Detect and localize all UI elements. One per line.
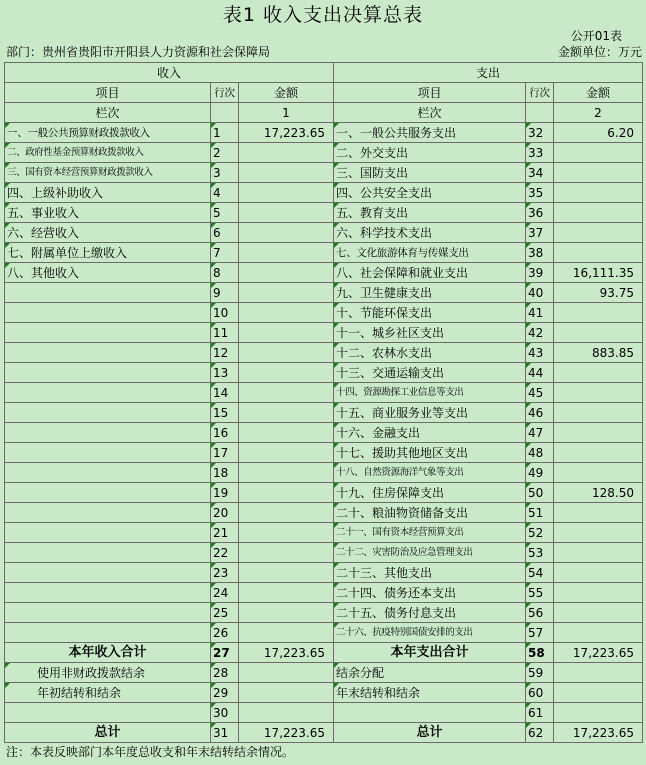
expense-section-header[interactable]: 支出 bbox=[334, 63, 643, 83]
table-row bbox=[5, 443, 643, 463]
income-row-no[interactable]: 4 bbox=[211, 183, 239, 203]
income-amount[interactable] bbox=[239, 583, 334, 603]
expense-item-label[interactable]: 二十六、抗疫特别国债安排的支出 bbox=[334, 623, 526, 643]
income-row-no[interactable]: 18 bbox=[211, 463, 239, 483]
table-row bbox=[5, 623, 643, 643]
income-item-label[interactable] bbox=[5, 523, 211, 543]
expense-row-no[interactable]: 34 bbox=[526, 163, 554, 183]
blank-expense-label[interactable] bbox=[334, 703, 526, 723]
income-item-label[interactable]: 三、国有资本经营预算财政拨款收入 bbox=[5, 163, 211, 183]
expense-row-no[interactable]: 39 bbox=[526, 263, 554, 283]
expense-row-no[interactable]: 40 bbox=[526, 283, 554, 303]
table-row bbox=[5, 243, 643, 263]
table-row bbox=[5, 423, 643, 443]
expense-row-no[interactable]: 54 bbox=[526, 563, 554, 583]
income-row-no[interactable]: 17 bbox=[211, 443, 239, 463]
expense-row-no[interactable]: 44 bbox=[526, 363, 554, 383]
table-row bbox=[5, 563, 643, 583]
expense-item-label[interactable]: 七、文化旅游体育与传媒支出 bbox=[334, 243, 526, 263]
income-row-no[interactable]: 16 bbox=[211, 423, 239, 443]
expense-item-label[interactable]: 十、节能环保支出 bbox=[334, 303, 526, 323]
income-amount-header[interactable]: 金额 bbox=[239, 83, 334, 103]
expense-item-label[interactable]: 二十四、债务还本支出 bbox=[334, 583, 526, 603]
income-row-no[interactable]: 2 bbox=[211, 143, 239, 163]
grand-total-row bbox=[5, 723, 643, 743]
non-fiscal-label[interactable]: 使用非财政拨款结余 bbox=[5, 663, 211, 683]
expense-row-no[interactable]: 48 bbox=[526, 443, 554, 463]
table-row bbox=[5, 363, 643, 383]
expense-amount[interactable] bbox=[554, 603, 643, 623]
expense-amount[interactable] bbox=[554, 323, 643, 343]
income-expense-table bbox=[4, 62, 643, 743]
grand-expense-amount[interactable]: 17,223.65 bbox=[554, 723, 643, 743]
income-item-label[interactable] bbox=[5, 463, 211, 483]
income-row-no[interactable]: 24 bbox=[211, 583, 239, 603]
expense-column-no-blank[interactable] bbox=[526, 103, 554, 123]
table-row bbox=[5, 403, 643, 423]
expense-amount[interactable] bbox=[554, 223, 643, 243]
expense-amount[interactable] bbox=[554, 183, 643, 203]
expense-column-label[interactable]: 栏次 bbox=[334, 103, 526, 123]
income-amount[interactable] bbox=[239, 603, 334, 623]
end-carryover-label[interactable]: 年末结转和结余 bbox=[334, 683, 526, 703]
income-amount[interactable] bbox=[239, 323, 334, 343]
expense-column-no[interactable]: 2 bbox=[554, 103, 643, 123]
expense-row-no[interactable]: 56 bbox=[526, 603, 554, 623]
page-title: 表1 收入支出决算总表 bbox=[222, 4, 424, 26]
expense-item-label[interactable]: 五、教育支出 bbox=[334, 203, 526, 223]
income-row-no[interactable]: 13 bbox=[211, 363, 239, 383]
income-row-no[interactable]: 19 bbox=[211, 483, 239, 503]
department-label: 部门：贵州省贵阳市开阳县人力资源和社会保障局 bbox=[6, 45, 271, 59]
income-amount[interactable] bbox=[239, 503, 334, 523]
expense-row-no[interactable]: 53 bbox=[526, 543, 554, 563]
income-item-label[interactable] bbox=[5, 403, 211, 423]
income-amount[interactable] bbox=[239, 243, 334, 263]
table-row bbox=[5, 123, 643, 143]
income-column-no-blank[interactable] bbox=[211, 103, 239, 123]
income-row-no[interactable]: 3 bbox=[211, 163, 239, 183]
table-row bbox=[5, 263, 643, 283]
expense-item-label[interactable]: 十六、金融支出 bbox=[334, 423, 526, 443]
income-total-label[interactable]: 本年收入合计 bbox=[5, 643, 211, 663]
income-row-no[interactable]: 25 bbox=[211, 603, 239, 623]
expense-row-no[interactable]: 45 bbox=[526, 383, 554, 403]
income-amount[interactable] bbox=[239, 423, 334, 443]
income-amount[interactable] bbox=[239, 203, 334, 223]
expense-item-label[interactable]: 八、社会保障和就业支出 bbox=[334, 263, 526, 283]
income-item-header[interactable]: 项目 bbox=[5, 83, 211, 103]
income-amount[interactable] bbox=[239, 463, 334, 483]
income-item-label[interactable] bbox=[5, 343, 211, 363]
income-item-label[interactable] bbox=[5, 503, 211, 523]
expense-item-label[interactable]: 四、公共安全支出 bbox=[334, 183, 526, 203]
income-item-label[interactable] bbox=[5, 303, 211, 323]
expense-amount[interactable] bbox=[554, 163, 643, 183]
expense-row-no[interactable]: 57 bbox=[526, 623, 554, 643]
expense-row-no[interactable]: 38 bbox=[526, 243, 554, 263]
table-row bbox=[5, 463, 643, 483]
table-row bbox=[5, 503, 643, 523]
non-fiscal-amount[interactable] bbox=[239, 663, 334, 683]
table-row bbox=[5, 583, 643, 603]
income-column-label[interactable]: 栏次 bbox=[5, 103, 211, 123]
expense-amount[interactable] bbox=[554, 543, 643, 563]
table-row bbox=[5, 343, 643, 363]
expense-row-no[interactable]: 42 bbox=[526, 323, 554, 343]
income-amount[interactable] bbox=[239, 563, 334, 583]
table-row bbox=[5, 223, 643, 243]
form-code: 公开01表 bbox=[570, 29, 622, 43]
expense-row-no[interactable]: 52 bbox=[526, 523, 554, 543]
expense-item-label[interactable]: 十九、住房保障支出 bbox=[334, 483, 526, 503]
expense-row-no[interactable]: 47 bbox=[526, 423, 554, 443]
grand-income-amount[interactable]: 17,223.65 bbox=[239, 723, 334, 743]
income-item-label[interactable] bbox=[5, 363, 211, 383]
non-fiscal-row bbox=[5, 663, 643, 683]
expense-total-amount[interactable]: 17,223.65 bbox=[554, 643, 643, 663]
table-row bbox=[5, 183, 643, 203]
expense-amount[interactable] bbox=[554, 423, 643, 443]
income-row-no[interactable]: 6 bbox=[211, 223, 239, 243]
income-amount[interactable] bbox=[239, 343, 334, 363]
income-item-label[interactable]: 二、政府性基金预算财政拨款收入 bbox=[5, 143, 211, 163]
blank-income-amount[interactable] bbox=[239, 703, 334, 723]
income-item-label[interactable]: 六、经营收入 bbox=[5, 223, 211, 243]
expense-item-header[interactable]: 项目 bbox=[334, 83, 526, 103]
end-carryover-no[interactable]: 60 bbox=[526, 683, 554, 703]
table-row bbox=[5, 163, 643, 183]
income-total-no[interactable]: 27 bbox=[211, 643, 239, 663]
expense-amount[interactable]: 93.75 bbox=[554, 283, 643, 303]
income-amount[interactable] bbox=[239, 543, 334, 563]
income-row-no[interactable]: 5 bbox=[211, 203, 239, 223]
expense-amount[interactable] bbox=[554, 443, 643, 463]
expense-item-label[interactable]: 二十一、国有资本经营预算支出 bbox=[334, 523, 526, 543]
table-row bbox=[5, 203, 643, 223]
income-amount[interactable] bbox=[239, 403, 334, 423]
income-amount[interactable] bbox=[239, 183, 334, 203]
expense-row-no[interactable]: 33 bbox=[526, 143, 554, 163]
table-row bbox=[5, 143, 643, 163]
income-item-label[interactable] bbox=[5, 283, 211, 303]
income-row-no[interactable]: 9 bbox=[211, 283, 239, 303]
expense-amount[interactable]: 883.85 bbox=[554, 343, 643, 363]
income-amount[interactable] bbox=[239, 483, 334, 503]
expense-row-no[interactable]: 32 bbox=[526, 123, 554, 143]
income-item-label[interactable] bbox=[5, 603, 211, 623]
income-row-no[interactable]: 20 bbox=[211, 503, 239, 523]
income-item-label[interactable] bbox=[5, 543, 211, 563]
expense-amount-header[interactable]: 金额 bbox=[554, 83, 643, 103]
income-item-label[interactable] bbox=[5, 323, 211, 343]
income-item-label[interactable]: 五、事业收入 bbox=[5, 203, 211, 223]
income-amount[interactable] bbox=[239, 443, 334, 463]
expense-item-label[interactable]: 十二、农林水支出 bbox=[334, 343, 526, 363]
income-row-no[interactable]: 23 bbox=[211, 563, 239, 583]
expense-item-label[interactable]: 十一、城乡社区支出 bbox=[334, 323, 526, 343]
table-row bbox=[5, 483, 643, 503]
expense-item-label[interactable]: 二十二、灾害防治及应急管理支出 bbox=[334, 543, 526, 563]
expense-item-label[interactable]: 十五、商业服务业等支出 bbox=[334, 403, 526, 423]
income-row-no[interactable]: 8 bbox=[211, 263, 239, 283]
blank-expense-no[interactable]: 61 bbox=[526, 703, 554, 723]
expense-amount[interactable]: 6.20 bbox=[554, 123, 643, 143]
income-section-header[interactable]: 收入 bbox=[5, 63, 334, 83]
expense-amount[interactable] bbox=[554, 383, 643, 403]
expense-row-no[interactable]: 35 bbox=[526, 183, 554, 203]
blank-expense-amount[interactable] bbox=[554, 703, 643, 723]
expense-row-no[interactable]: 51 bbox=[526, 503, 554, 523]
blank-row bbox=[5, 703, 643, 723]
section-header-row bbox=[5, 63, 643, 83]
surplus-dist-no[interactable]: 59 bbox=[526, 663, 554, 683]
income-item-label[interactable]: 八、其他收入 bbox=[5, 263, 211, 283]
income-column-no[interactable]: 1 bbox=[239, 103, 334, 123]
table-row bbox=[5, 303, 643, 323]
expense-row-no[interactable]: 49 bbox=[526, 463, 554, 483]
expense-total-label[interactable]: 本年支出合计 bbox=[334, 643, 526, 663]
income-amount[interactable]: 17,223.65 bbox=[239, 123, 334, 143]
begin-carryover-amount[interactable] bbox=[239, 683, 334, 703]
expense-amount[interactable] bbox=[554, 503, 643, 523]
income-amount[interactable] bbox=[239, 283, 334, 303]
grand-income-no[interactable]: 31 bbox=[211, 723, 239, 743]
expense-total-no[interactable]: 58 bbox=[526, 643, 554, 663]
expense-amount[interactable] bbox=[554, 563, 643, 583]
income-row-no[interactable]: 21 bbox=[211, 523, 239, 543]
income-amount[interactable] bbox=[239, 263, 334, 283]
income-item-label[interactable] bbox=[5, 383, 211, 403]
grand-expense-no[interactable]: 62 bbox=[526, 723, 554, 743]
table-row bbox=[5, 383, 643, 403]
income-amount[interactable] bbox=[239, 383, 334, 403]
income-row-no[interactable]: 10 bbox=[211, 303, 239, 323]
income-item-label[interactable] bbox=[5, 623, 211, 643]
column-header-row bbox=[5, 83, 643, 103]
income-amount[interactable] bbox=[239, 143, 334, 163]
table-row bbox=[5, 603, 643, 623]
expense-item-label[interactable]: 六、科学技术支出 bbox=[334, 223, 526, 243]
grand-income-label[interactable]: 总计 bbox=[5, 723, 211, 743]
expense-amount[interactable]: 16,111.35 bbox=[554, 263, 643, 283]
expense-item-label[interactable]: 二、外交支出 bbox=[334, 143, 526, 163]
income-amount[interactable] bbox=[239, 223, 334, 243]
expense-row-no[interactable]: 46 bbox=[526, 403, 554, 423]
expense-item-label[interactable]: 十七、援助其他地区支出 bbox=[334, 443, 526, 463]
surplus-dist-label[interactable]: 结余分配 bbox=[334, 663, 526, 683]
income-item-label[interactable]: 一、一般公共预算财政拨款收入 bbox=[5, 123, 211, 143]
begin-carryover-label[interactable]: 年初结转和结余 bbox=[5, 683, 211, 703]
expense-amount[interactable] bbox=[554, 463, 643, 483]
expense-item-label[interactable]: 十三、交通运输支出 bbox=[334, 363, 526, 383]
begin-carryover-no[interactable]: 29 bbox=[211, 683, 239, 703]
expense-item-label[interactable]: 九、卫生健康支出 bbox=[334, 283, 526, 303]
income-row-no-header[interactable]: 行次 bbox=[211, 83, 239, 103]
expense-amount[interactable] bbox=[554, 363, 643, 383]
income-amount[interactable] bbox=[239, 163, 334, 183]
income-row-no[interactable]: 22 bbox=[211, 543, 239, 563]
income-item-label[interactable] bbox=[5, 563, 211, 583]
column-number-row bbox=[5, 103, 643, 123]
expense-item-label[interactable]: 二十三、其他支出 bbox=[334, 563, 526, 583]
expense-amount[interactable] bbox=[554, 243, 643, 263]
blank-income-no[interactable]: 30 bbox=[211, 703, 239, 723]
expense-item-label[interactable]: 二十、粮油物资储备支出 bbox=[334, 503, 526, 523]
non-fiscal-no[interactable]: 28 bbox=[211, 663, 239, 683]
income-row-no[interactable]: 12 bbox=[211, 343, 239, 363]
expense-item-label[interactable]: 三、国防支出 bbox=[334, 163, 526, 183]
income-row-no[interactable]: 26 bbox=[211, 623, 239, 643]
income-item-label[interactable] bbox=[5, 423, 211, 443]
expense-item-label[interactable]: 一、一般公共服务支出 bbox=[334, 123, 526, 143]
income-total-amount[interactable]: 17,223.65 bbox=[239, 643, 334, 663]
table-row bbox=[5, 523, 643, 543]
expense-row-no[interactable]: 41 bbox=[526, 303, 554, 323]
begin-carryover-row bbox=[5, 683, 643, 703]
income-item-label[interactable] bbox=[5, 583, 211, 603]
expense-amount[interactable] bbox=[554, 303, 643, 323]
expense-item-label[interactable]: 十八、自然资源海洋气象等支出 bbox=[334, 463, 526, 483]
expense-row-no[interactable]: 43 bbox=[526, 343, 554, 363]
expense-row-no[interactable]: 37 bbox=[526, 223, 554, 243]
expense-row-no[interactable]: 50 bbox=[526, 483, 554, 503]
income-amount[interactable] bbox=[239, 303, 334, 323]
expense-row-no[interactable]: 36 bbox=[526, 203, 554, 223]
blank-income-label[interactable] bbox=[5, 703, 211, 723]
surplus-dist-amount[interactable] bbox=[554, 663, 643, 683]
income-amount[interactable] bbox=[239, 623, 334, 643]
table-row bbox=[5, 543, 643, 563]
income-row-no[interactable]: 15 bbox=[211, 403, 239, 423]
expense-amount[interactable] bbox=[554, 143, 643, 163]
income-item-label[interactable]: 七、附属单位上缴收入 bbox=[5, 243, 211, 263]
income-item-label[interactable] bbox=[5, 443, 211, 463]
income-amount[interactable] bbox=[239, 523, 334, 543]
income-item-label[interactable] bbox=[5, 483, 211, 503]
expense-amount[interactable] bbox=[554, 623, 643, 643]
table-row bbox=[5, 283, 643, 303]
expense-row-no-header[interactable]: 行次 bbox=[526, 83, 554, 103]
expense-item-label[interactable]: 十四、资源勘探工业信息等支出 bbox=[334, 383, 526, 403]
income-amount[interactable] bbox=[239, 363, 334, 383]
expense-item-label[interactable]: 二十五、债务付息支出 bbox=[334, 603, 526, 623]
expense-amount[interactable] bbox=[554, 523, 643, 543]
table-note: 注：本表反映部门本年度总收支和年末结转结余情况。 bbox=[6, 745, 295, 759]
income-row-no[interactable]: 11 bbox=[211, 323, 239, 343]
annual-total-row bbox=[5, 643, 643, 663]
expense-amount[interactable] bbox=[554, 583, 643, 603]
grand-expense-label[interactable]: 总计 bbox=[334, 723, 526, 743]
income-row-no[interactable]: 7 bbox=[211, 243, 239, 263]
expense-row-no[interactable]: 55 bbox=[526, 583, 554, 603]
income-row-no[interactable]: 14 bbox=[211, 383, 239, 403]
expense-amount[interactable]: 128.50 bbox=[554, 483, 643, 503]
income-item-label[interactable]: 四、上级补助收入 bbox=[5, 183, 211, 203]
expense-amount[interactable] bbox=[554, 403, 643, 423]
expense-amount[interactable] bbox=[554, 203, 643, 223]
end-carryover-amount[interactable] bbox=[554, 683, 643, 703]
table-row bbox=[5, 323, 643, 343]
amount-unit-label: 金额单位：万元 bbox=[557, 45, 642, 59]
income-row-no[interactable]: 1 bbox=[211, 123, 239, 143]
